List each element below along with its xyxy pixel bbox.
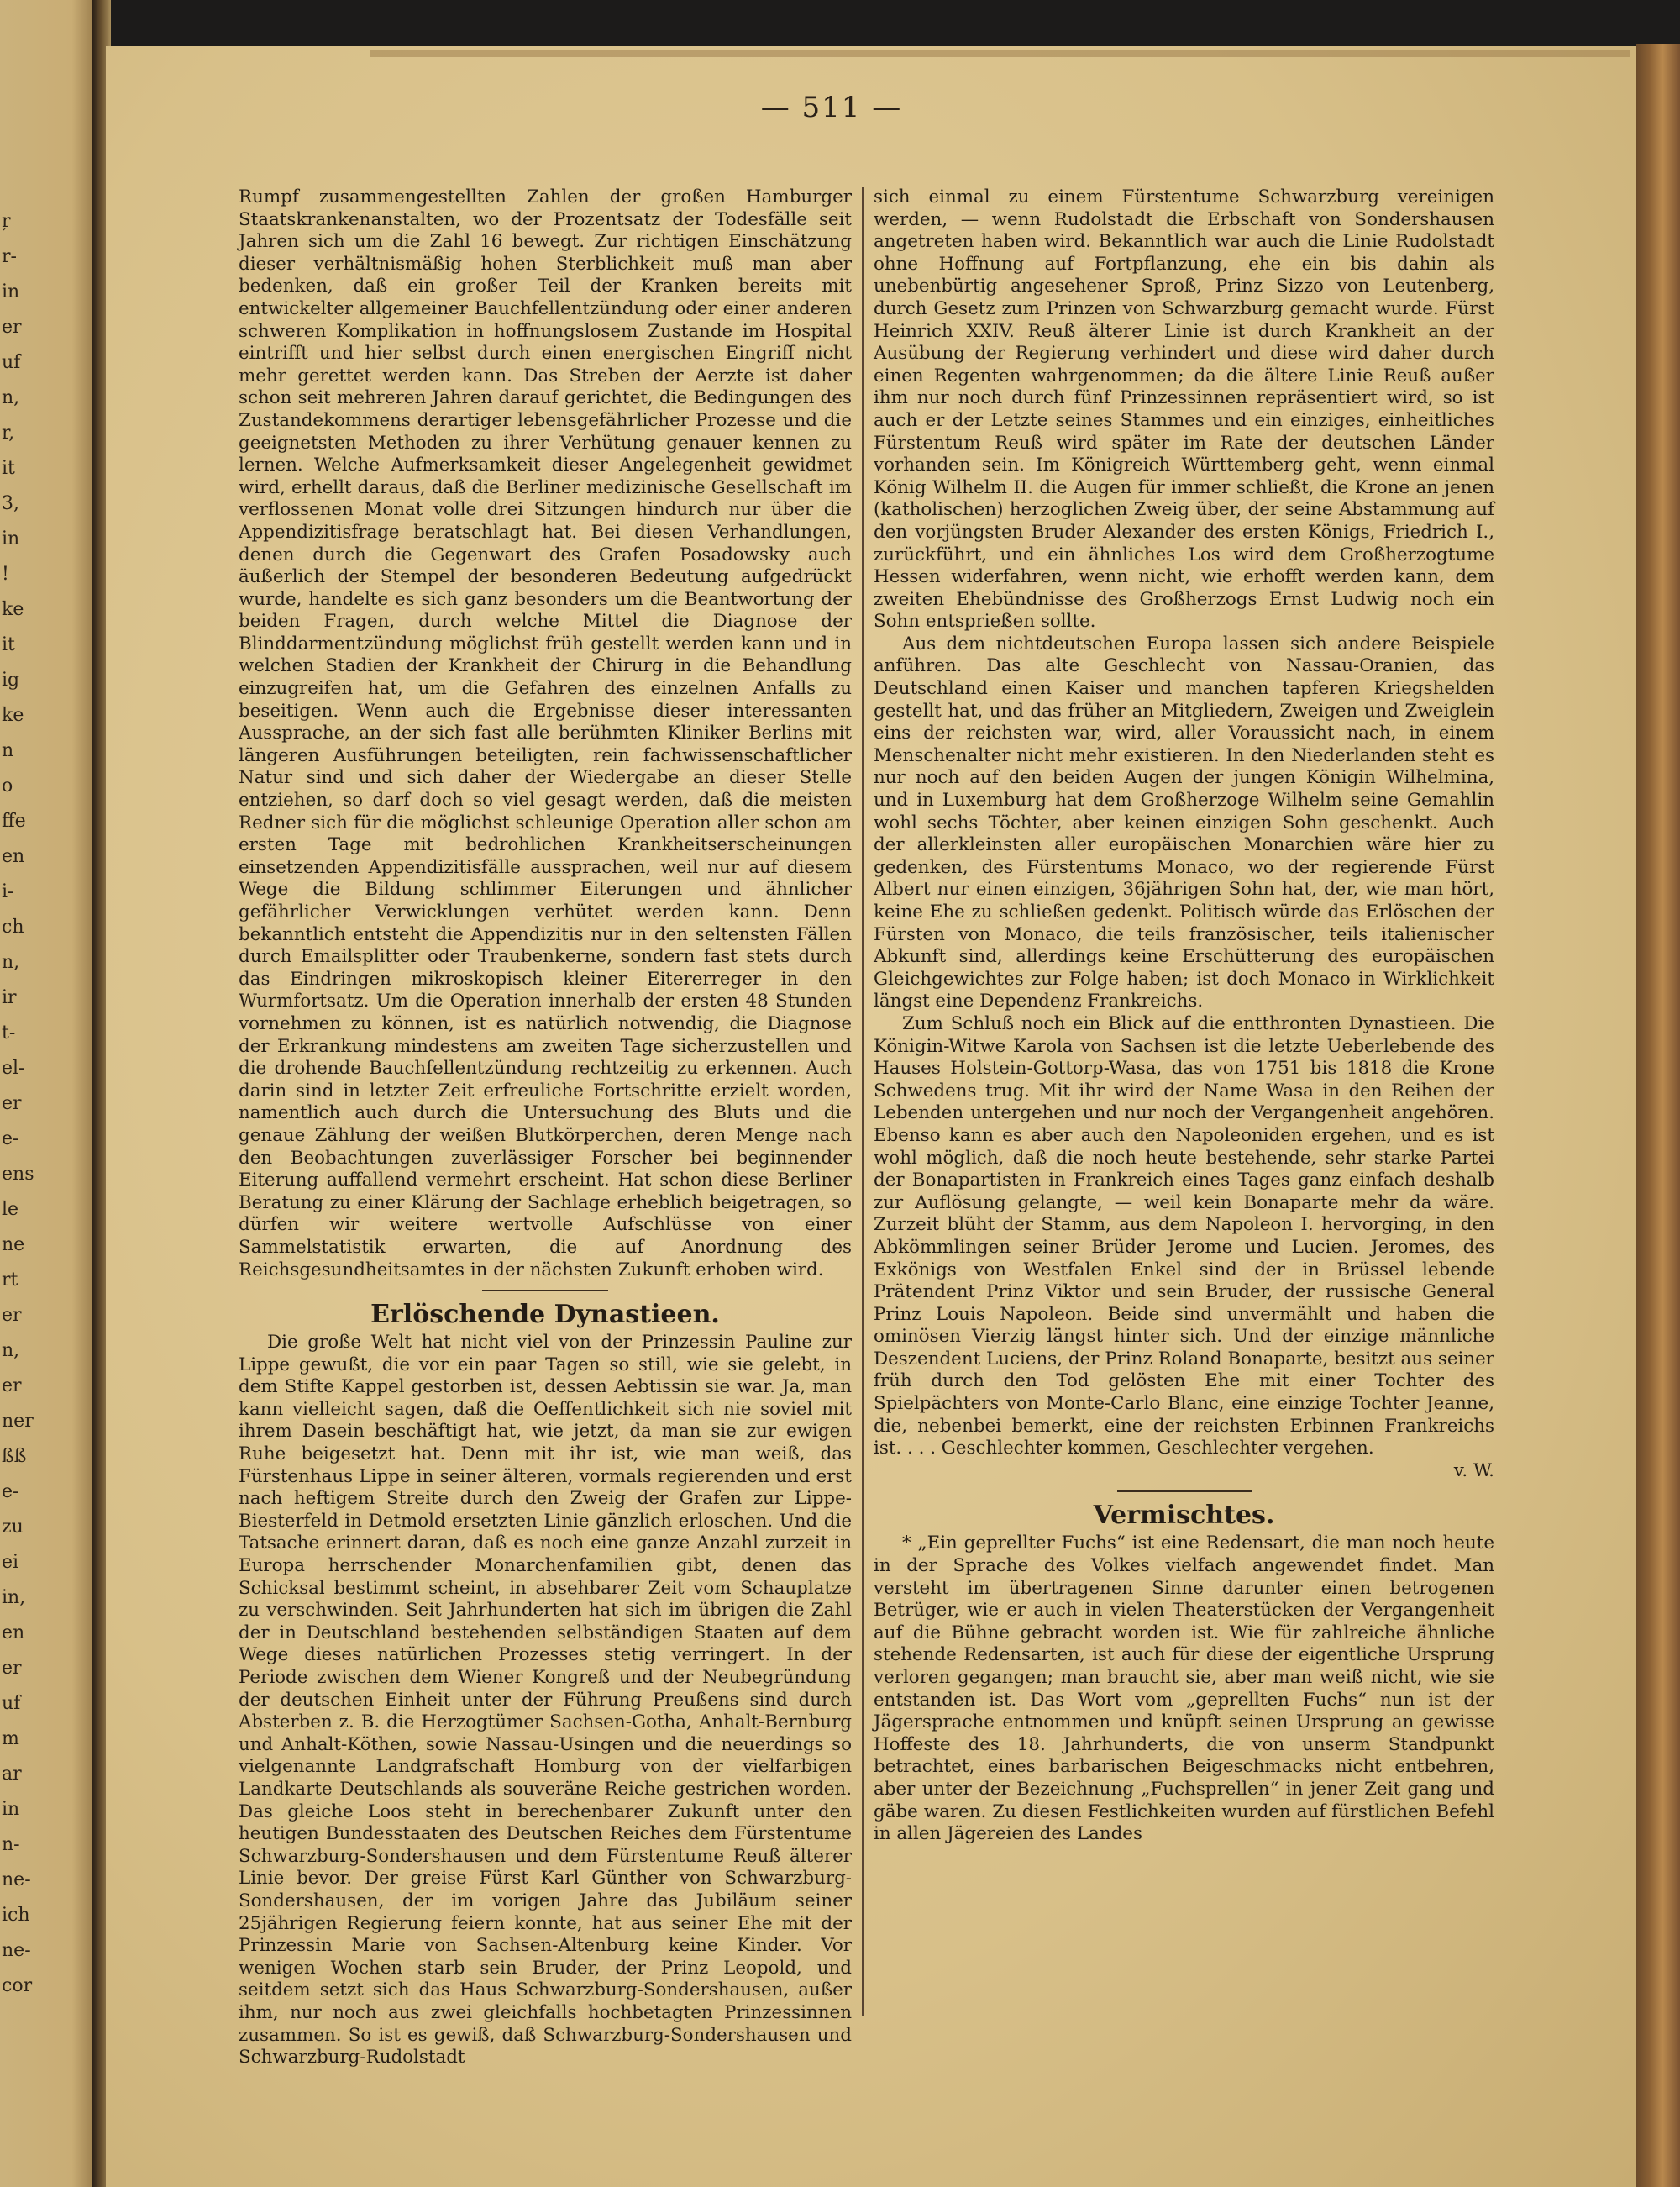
article-paragraph: Die große Welt hat nicht viel von der Prinzessin Pauline zur Lippe gewußt, die vor ein paar Tagen so still, wie sie gelebt, in dem Stifte Kappel gestorben ist, dessen Aebtissin sie war. Ja, man kann vielleicht sagen, daß die Oeffentlichkeit sich nie soviel mit ihrem Dasein beschäftigt hat, wie jetzt, da man sie zur ewigen Ruhe beigesetzt hat. Denn mit ihr ist, wie man weiß, das Fürstenhaus Lippe in seiner älteren, vormals regierenden und erst nach heftigem Streite durch den Zweig der Grafen zur Lippe-Biesterfeld in Detmold ersetzten Linie gänzlich erloschen. Und die Tatsache erinnert daran, daß es noch eine ganze Anzahl zurzeit in Europa herrschender Monarchenfamilien gibt, denen das Schicksal bestimmt scheint, in absehbarer Zeit vom Schauplatze zu verschwinden. Seit Jahrhunderten hat sich im übrigen die Zahl der in Deutschland bestehenden selbständigen Staaten auf dem Wege dieses natürlichen Prozesses stetig verringert. In der Periode zwischen dem Wiener Kongreß und der Neubegründung der deutschen Einheit unter der Führung Preußens sind durch Absterben z. B. die Herzogtümer Sachsen-Gotha, Anhalt-Bernburg und Anhalt-Köthen, sowie Nassau-Usingen und die neuerdings so vielgenannte Landgrafschaft Homburg von der vielfarbigen Landkarte Deutschlands als souveräne Reiche gestrichen worden. Das gleiche Loos steht in berechenbarer Zukunft unter den heutigen Bundesstaaten des Deutschen Reiches dem Fürstentume Schwarzburg-Sondershausen und dem Fürstentume Reuß älterer Linie bevor. Der greise Fürst Karl Günther von Schwarzburg-Sondershausen, der im vorigen Jahre das Jubiläum seiner 25jährigen Regierung feiern konnte, hat aus seiner Ehe mit der Prinzessin Marie von Sachsen-Altenburg keine Kinder. Vor wenigen Wochen starb sein Bruder, der Prinz Leopold, und seitdem setzt sich das Haus Schwarzburg-Sondershausen, außer ihm, nur noch aus zwei gleichfalls hochbetagten Prinzessinnen zusammen. So ist es gewiß, daß Schwarzburg-Sondershausen und Schwarzburg-Rudolstadt bbox=[239, 1332, 852, 2069]
article-paragraph: sich einmal zu einem Fürstentume Schwarzburg vereinigen werden, — wenn Rudolstadt die Erbschaft von Sondershausen angetreten haben wird. Bekanntlich war auch die Linie Rudolstadt ohne Hoffnung auf Fortpflanzung, ehe ein bis dahin als unebenbürtig angesehener Sproß, Prinz Sizzo von Leutenberg, durch Gesetz zum Prinzen von Schwarzburg gemacht wurde. Fürst Heinrich XXIV. Reuß älterer Linie ist durch Krankheit an der Ausübung der Regierung verhindert und diese wird daher durch einen Regenten wahrgenommen; da die ältere Linie Reuß außer ihm nur noch durch fünf Prinzessinnen repräsentiert wird, so ist auch er der Letzte seines Stammes und ein einziges, einheitliches Fürstentum Reuß wird später im Rate der deutschen Länder vorhanden sein. Im Königreich Württemberg geht, wenn einmal König Wilhelm II. die Augen für immer schließt, die Krone an jenen (katholischen) herzoglichen Zweig über, der seine Abstammung auf den vorjüngsten Bruder Alexander des ersten Königs, Friedrich I., zurückführt, und ein ähnliches Los wird dem Großherzogtume Hessen widerfahren, wenn nicht, wie erhofft werden kann, dem zweiten Ehebündnisse des Großherzogs Ernst Ludwig noch ein Sohn entsprießen sollte. bbox=[874, 187, 1494, 633]
left-page-text-fragment: ner bbox=[2, 1411, 34, 1432]
left-page-text-fragment: uf bbox=[2, 1693, 21, 1714]
section-rule bbox=[482, 1290, 608, 1291]
left-page-text-fragment: o bbox=[2, 775, 13, 796]
left-column bbox=[239, 187, 852, 2069]
section-rule bbox=[1117, 1490, 1252, 1492]
left-page-text-fragment: ig bbox=[2, 670, 20, 691]
left-page-text-fragment: rt bbox=[2, 1270, 18, 1291]
article-paragraph: Zum Schluß noch ein Blick auf die entthronten Dynastieen. Die Königin-Witwe Karola von Sachsen ist die letzte Ueberlebende des Hauses Holstein-Gottorp-Wasa, das von 1751 bis 1818 die Krone Schwedens trug. Mit ihr wird der Name Wasa in den Reihen der Lebenden untergehen und nur noch der Vergangenheit angehören. Ebenso kann es aber auch den Napoleoniden ergehen, und es ist wohl möglich, daß die noch heute bestehende, sehr starke Partei der Bonapartisten in Frankreich eines Tages ganz einfach deshalb zur Auflösung gelangte, — weil kein Bonaparte mehr da wäre. Zurzeit blüht der Stamm, aus dem Napoleon I. hervorging, in den Abkömmlingen seiner Brüder Jerome und Lucien. Jeromes, des Exkönigs von Westfalen Enkel sind der in Brüssel lebende Prätendent Prinz Viktor und sein Bruder, der russische General Prinz Louis Napoleon. Beide sind unvermählt und haben die ominösen Vierzig längst hinter sich. Und der einzige männliche Deszendent Luciens, der Prinz Roland Bonaparte, besitzt aus seiner früh durch den Tod gelösten Ehe mit einer Tochter des Spielpächters von Monte-Carlo Blanc, eine einzige Tochter Jeanne, die, nebenbei bemerkt, eine der reichsten Erbinnen Frankreichs ist. . . . Geschlechter kommen, Geschlechter vergehen. bbox=[874, 1012, 1494, 1459]
left-page-text-fragment: cor bbox=[2, 1975, 33, 1996]
left-page-text-fragment: ŗ bbox=[2, 211, 11, 232]
section-heading: Vermischtes. bbox=[1093, 1501, 1275, 1531]
article-paragraph: Rumpf zusammengestellten Zahlen der großen Hamburger Staatskrankenanstalten, wo der Prozentsatz der Todesfälle seit Jahren sich um die Zahl 16 bewegt. Zur richtigen Einschätzung dieser verhältnismäßig hohen Sterblichkeit muß man aber bedenken, daß ein großer Teil der Kranken bereits mit entwickelter allgemeiner Bauchfellentzündung oder einer anderen schweren Komplikation in hoffnungslosem Zustande im Hospital eintrifft und hier selbst durch einen energischen Eingriff nicht mehr gerettet werden kann. Das Streben der Aerzte ist daher schon seit mehreren Jahren darauf gerichtet, die Bedingungen des Zustandekommens derartiger lebensgefährlicher Prozesse und die geeignetsten Methoden zu ihrer Verhütung genauer kennen zu lernen. Welche Aufmerksamkeit dieser Angelegenheit gewidmet wird, erhellt daraus, daß die Berliner medizinische Gesellschaft im verflossenen Monat volle drei Sitzungen hindurch nur über die Appendizitisfrage beratschlagt hat. Bei diesen Verhandlungen, denen durch die Gegenwart des Grafen Posadowsky auch äußerlich der Stempel der besonderen Bedeutung aufgedrückt wurde, handelte es sich ganz besonders um die Beantwortung der beiden Fragen, durch welche Mittel die Diagnose der Blinddarmentzündung möglichst früh gestellt werden kann und in welchen Stadien der Krankheit der Chirurg in die Behandlung einzugreifen hat, um die Gefahren des einzelnen Anfalls zu beseitigen. Wenn auch die Ergebnisse dieser interessanten Aussprache, an der sich fast alle berühmten Kliniker Berlins mit längeren Ausführungen beteiligten, rein fachwissenschaftlicher Natur sind und sich daher der Wiedergabe an dieser Stelle entziehen, so darf doch so viel gesagt werden, daß die meisten Redner sich für die möglichst schleunige Operation aller schon am ersten Tage mit bedrohlichen Krankheitserscheinungen einsetzenden Appendizitisfälle aussprachen, weil nur auf diesem Wege die Bildung schlimmer Eiterungen und ähnlicher gefährlicher Verwicklungen verhütet werden kann. Denn bekanntlich entsteht die Appendizitis nur in den seltensten Fällen durch Emailsplitter oder Traubenkerne, sondern fast stets durch das Eindringen mikroskopisch kleiner Eitererreger in den Wurmfortsatz. Um die Operation innerhalb der ersten 48 Stunden vornehmen zu können, ist es natürlich notwendig, die Diagnose der Erkrankung mindestens am zweiten Tage sicherzustellen und die drohende Bauchfellentzündung rechtzeitig zu erkennen. Auch darin sind in letzter Zeit erfreuliche Fortschritte erzielt worden, namentlich auch durch die Untersuchung des Bluts und die genaue Zählung der weißen Blutkörperchen, deren Menge nach den Beobachtungen zuverlässiger Forscher bei beginnender Eiterung auffallend vermehrt erscheint. Hat schon diese Berliner Beratung zu einer Klärung der Sachlage erheblich beigetragen, so dürfen wir weitere wertvolle Aufschlüsse von einer Sammelstatistik erwarten, die auf Anordnung des Reichsgesundheitsamtes in der nächsten Zukunft erhoben wird. bbox=[239, 187, 852, 1280]
left-page-text-fragment: it bbox=[2, 634, 15, 655]
left-page-text-fragment: e- bbox=[2, 1481, 19, 1502]
left-page-text-fragment: e- bbox=[2, 1128, 19, 1149]
left-page-text-fragment: ke bbox=[2, 705, 24, 726]
right-column bbox=[874, 187, 1494, 1846]
left-page-text-fragment: er bbox=[2, 1375, 22, 1396]
left-page-text-fragment: ne bbox=[2, 1234, 25, 1255]
left-page-edge bbox=[0, 0, 102, 2187]
left-page-text-fragment: ir bbox=[2, 987, 17, 1008]
left-page-text-fragment: ens bbox=[2, 1164, 34, 1185]
left-page-text-fragment: in bbox=[2, 281, 20, 302]
left-page-text-fragment: ke bbox=[2, 599, 24, 620]
left-page-text-fragment: r, bbox=[2, 423, 15, 444]
left-page-text-fragment: i- bbox=[2, 881, 14, 902]
left-page-text-fragment: zu bbox=[2, 1517, 24, 1538]
left-page-text-fragment: ffe bbox=[2, 811, 26, 832]
left-page-text-fragment: m bbox=[2, 1728, 19, 1749]
left-page-text-fragment: t- bbox=[2, 1023, 16, 1044]
author-signature: v. W. bbox=[1453, 1459, 1494, 1481]
left-page-text-fragment: n- bbox=[2, 1834, 20, 1855]
left-page-text-fragment: n, bbox=[2, 952, 20, 973]
page-top-band bbox=[370, 50, 1630, 57]
left-page-text-fragment: er bbox=[2, 317, 22, 338]
left-page-text-fragment: en bbox=[2, 846, 25, 867]
left-page-text-fragment: ar bbox=[2, 1764, 22, 1785]
left-page-text-fragment: ich bbox=[2, 1905, 30, 1926]
section-heading: Erlöschende Dynastieen. bbox=[370, 1300, 720, 1330]
page-number: — 511 — bbox=[760, 91, 903, 124]
left-page-text-fragment: in, bbox=[2, 1587, 26, 1608]
left-page-text-fragment: ! bbox=[2, 564, 9, 585]
left-page-text-fragment: el- bbox=[2, 1058, 25, 1079]
left-page-text-fragment: ei bbox=[2, 1552, 19, 1573]
left-page-text-fragment: ch bbox=[2, 917, 24, 938]
left-page-text-fragment: in bbox=[2, 528, 20, 549]
left-page-text-fragment: r- bbox=[2, 246, 17, 267]
left-page-text-fragment: it bbox=[2, 458, 15, 479]
left-page-text-fragment: ne- bbox=[2, 1869, 31, 1890]
left-page-text-fragment: le bbox=[2, 1199, 19, 1220]
left-page-text-fragment: ßß bbox=[2, 1446, 27, 1467]
article-paragraph: * „Ein geprellter Fuchs“ ist eine Redensart, die man noch heute in der Sprache des Volkes vielfach angewendet findet. Man versteht im übertragenen Sinne darunter einen betrogenen Betrüger, wie er auch in vielen Theaterstücken der Vergangenheit auf die Bühne gebracht worden ist. Wie für zahlreiche ähnliche stehende Redensarten, ist auch für diese der eigentliche Ursprung verloren gegangen; man braucht sie, aber man weiß nicht, wie sie entstanden ist. Das Wort vom „geprellten Fuchs“ nun ist der Jägersprache entnommen und knüpft seinen Ursprung an gewisse Hoffeste des 18. Jahrhunderts, die von unserm Standpunkt betrachtet, eines barbarischen Beigeschmacks nicht entbehren, aber unter der Bezeichnung „Fuchsprellen“ in jener Zeit gang und gäbe waren. Zu diesen Festlichkeiten wurden auf fürstlichen Befehl in allen Jägereien des Landes bbox=[874, 1532, 1494, 1845]
left-page-text-fragment: n, bbox=[2, 1340, 20, 1361]
article-paragraph: Aus dem nichtdeutschen Europa lassen sich andere Beispiele anführen. Das alte Geschlecht von Nassau-Oranien, das Deutschland einen Kaiser und manchen tapferen Kriegshelden gestellt hat, und das früher an Mitgliedern, Zweigen und Zweiglein eins der reichsten war, wird, aller Voraussicht nach, in einem Menschenalter nicht mehr existieren. In den Niederlanden steht es nur noch auf den beiden Augen der jungen Königin Wilhelmina, und in Luxemburg hat dem Großherzoge Wilhelm seine Gemahlin wohl sechs Töchter, aber keinen einzigen Sohn geschenkt. Auch der allerkleinsten aller europäischen Monarchien wäre hier zu gedenken, des Fürstentums Monaco, wo der regierende Fürst Albert nur einen einzigen, 36jährigen Sohn hat, der, wie man hört, keine Ehe zu schließen gedenkt. Politisch würde das Erlöschen der Fürsten von Monaco, die teils französischer, teils italienischer Abkunft sind, allerdings keine Erschütterung des europäischen Gleichgewichtes zur Folge haben; ist doch Monaco in Wirklichkeit längst eine Dependenz Frankreichs. bbox=[874, 633, 1494, 1012]
left-page-text-fragment: ne- bbox=[2, 1940, 31, 1961]
left-page-text-fragment: uf bbox=[2, 352, 21, 373]
left-page-text-fragment: en bbox=[2, 1622, 25, 1643]
left-page-text-fragment: n, bbox=[2, 387, 20, 408]
column-divider bbox=[862, 187, 864, 2016]
left-page-text-fragment: er bbox=[2, 1305, 22, 1326]
left-page-text-fragment: er bbox=[2, 1093, 22, 1114]
left-page-text-fragment: in bbox=[2, 1799, 20, 1820]
left-page-text-fragment: n bbox=[2, 740, 14, 761]
book-edge bbox=[1636, 44, 1680, 2187]
left-page-text-fragment: 3, bbox=[2, 493, 19, 514]
left-page-text-fragment: er bbox=[2, 1658, 22, 1679]
